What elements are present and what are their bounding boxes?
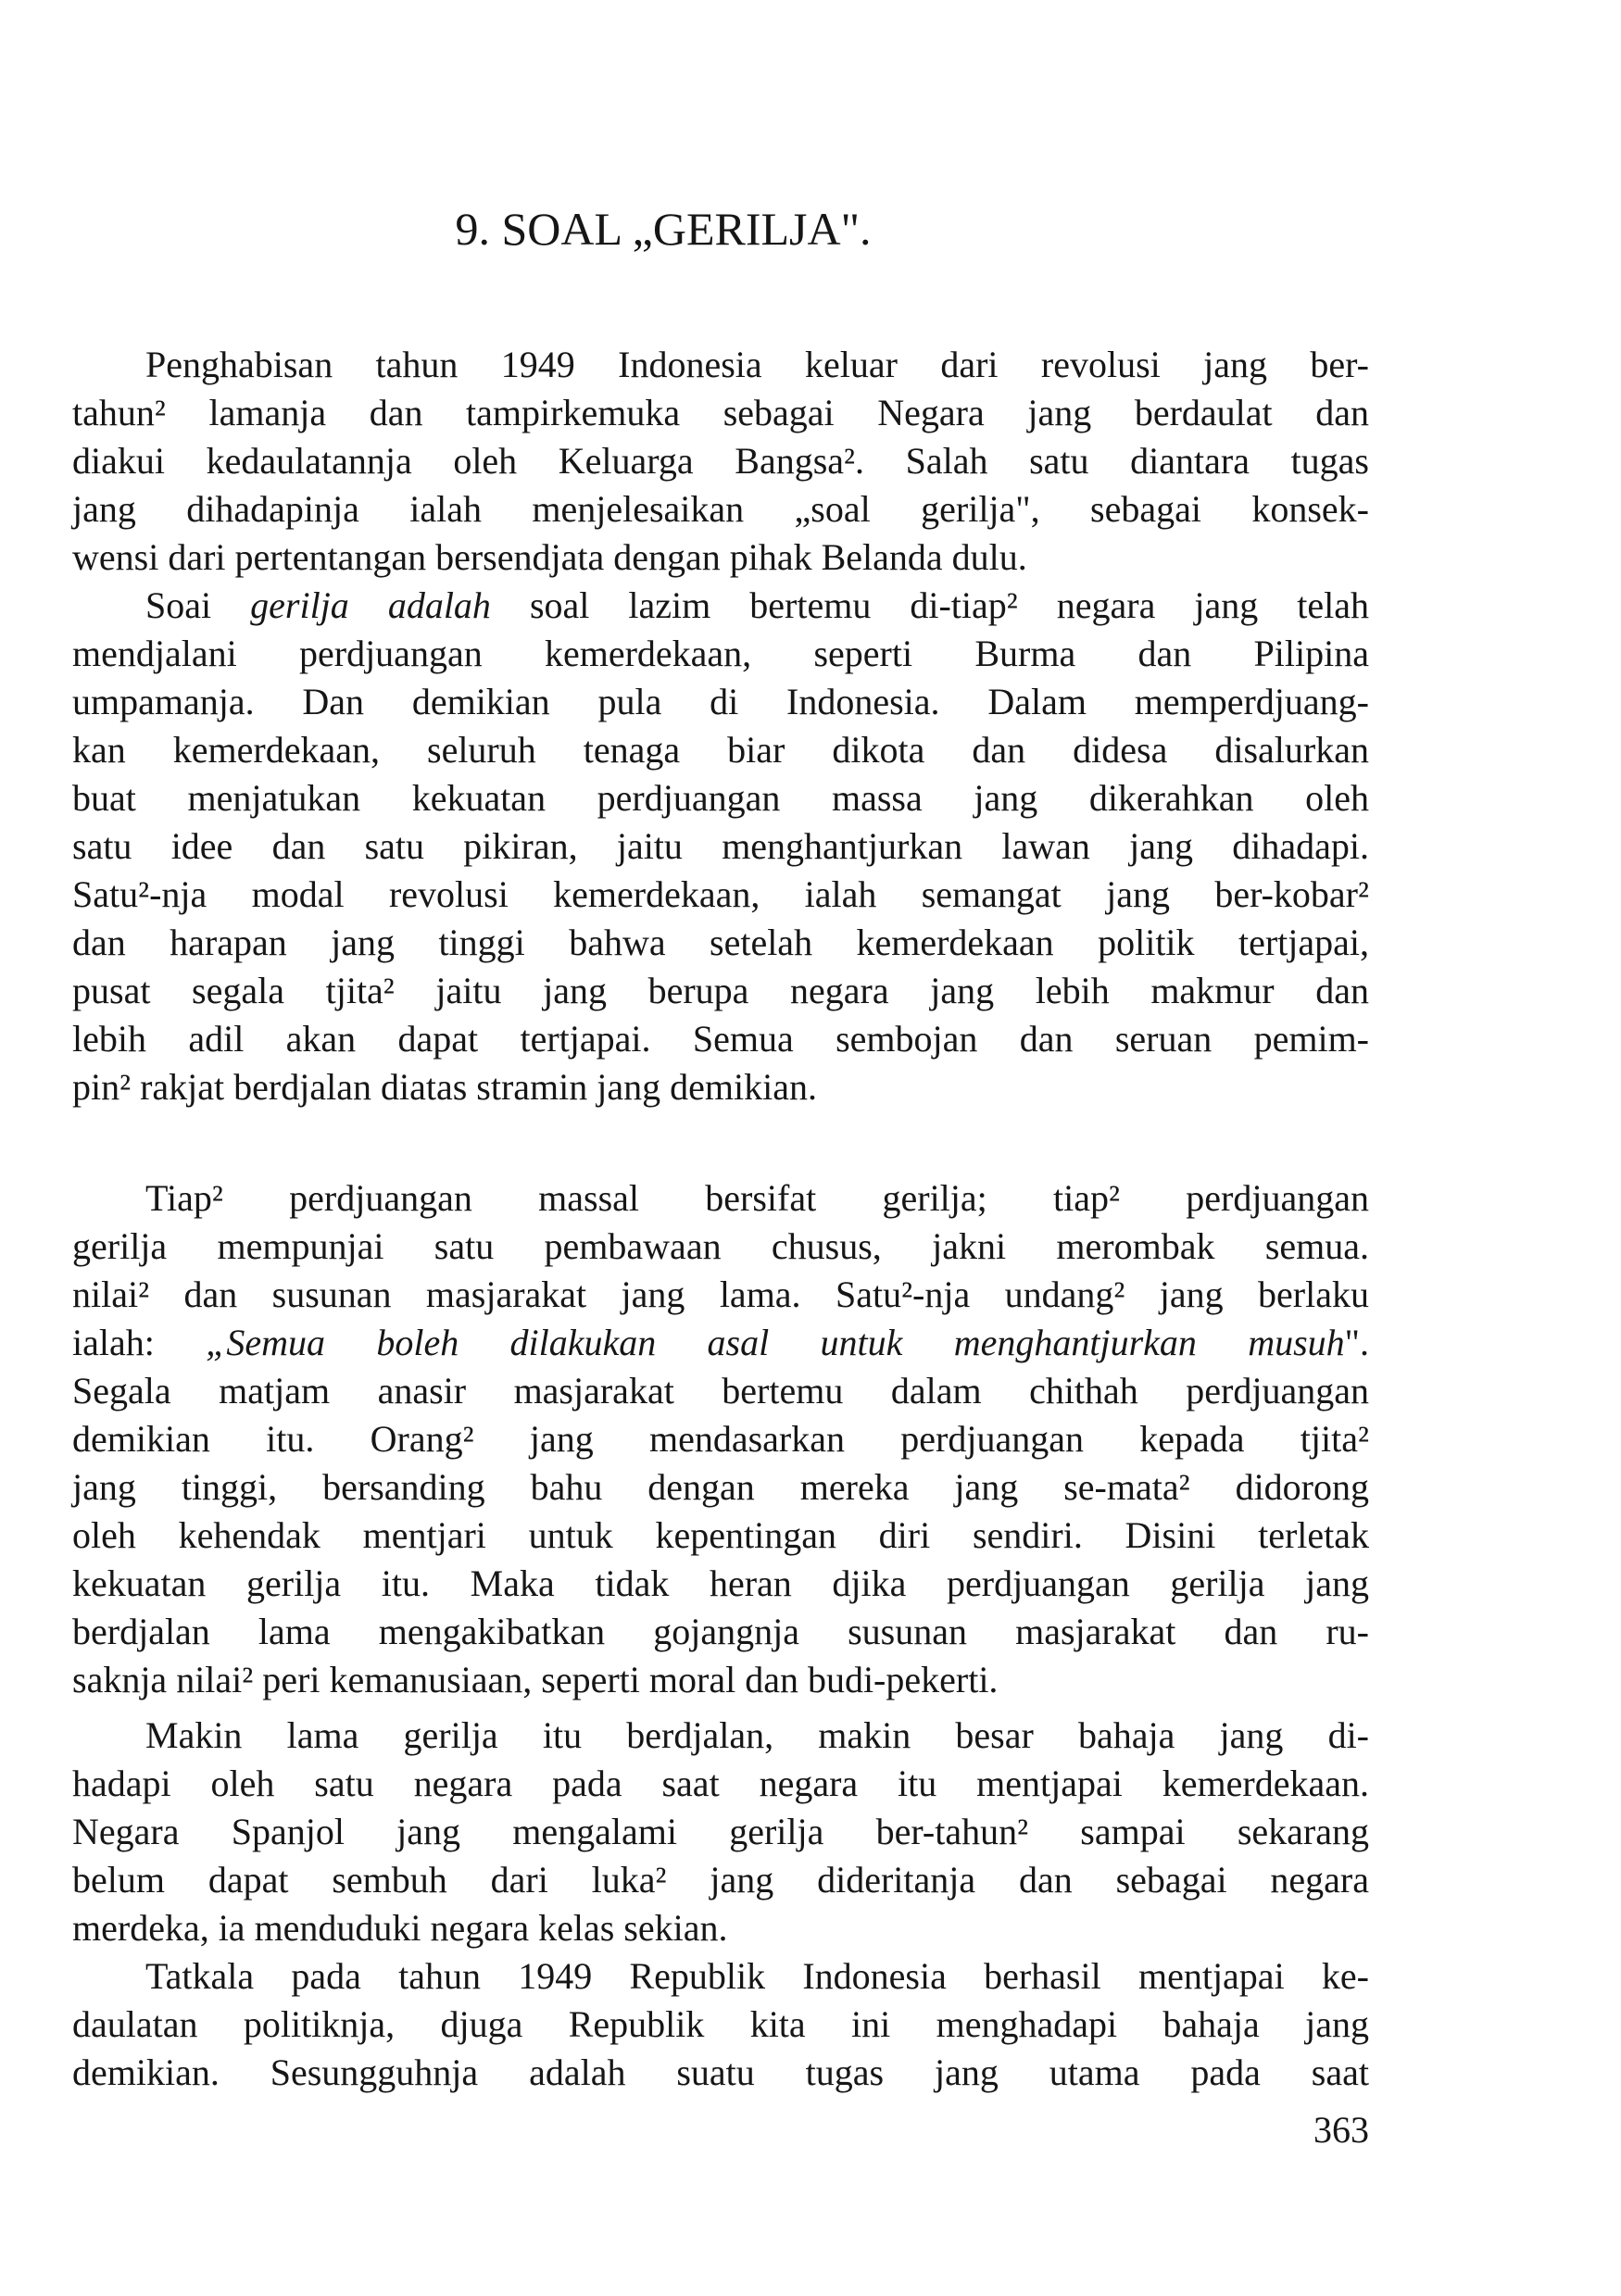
body-text (72, 341, 1369, 2097)
text-line (72, 533, 1369, 582)
text-run: Satu²-nja modal revolusi kemerdekaan, ialah semangat jang ber-kobar² (72, 873, 1369, 915)
text-run: oleh kehendak mentjari untuk kepentingan diri sendiri. Disini terletak (72, 1514, 1369, 1556)
text-line (72, 678, 1369, 726)
text-run: Soai (145, 584, 251, 626)
text-run: pin² rakjat berdjalan diatas stramin jang demikian. (72, 1066, 817, 1108)
text-line (72, 1656, 1369, 1704)
text-line (72, 1560, 1369, 1608)
text-line (72, 2049, 1369, 2097)
text-line (72, 774, 1369, 822)
text-line (72, 1319, 1369, 1367)
text-line (72, 1608, 1369, 1656)
text-run: berdjalan lama mengakibatkan gojangnja susunan masjarakat dan ru- (72, 1611, 1369, 1652)
italic-text-run: „Semua boleh dilakukan asal untuk menghantjurkan musuh (206, 1322, 1345, 1363)
text-line (72, 582, 1369, 630)
text-run: pusat segala tjita² jaitu jang berupa negara jang lebih makmur dan (72, 970, 1369, 1011)
text-line (72, 967, 1369, 1015)
text-line (72, 1271, 1369, 1319)
paragraph (72, 1712, 1369, 1952)
text-line (72, 1856, 1369, 1904)
text-run: Segala matjam anasir masjarakat bertemu dalam chithah perdjuangan (72, 1370, 1369, 1411)
text-run: lebih adil akan dapat tertjapai. Semua sembojan dan seruan pemim- (72, 1018, 1369, 1060)
text-run: hadapi oleh satu negara pada saat negara itu mentjapai kemerdekaan. (72, 1763, 1369, 1804)
page-title: 9. SOAL „GERILJA". (455, 203, 872, 255)
text-line (72, 389, 1369, 437)
text-line (72, 1415, 1369, 1463)
text-run: saknja nilai² peri kemanusiaan, seperti moral dan budi-pekerti. (72, 1659, 999, 1700)
text-run: Makin lama gerilja itu berdjalan, makin besar bahaja jang di- (145, 1714, 1369, 1756)
text-run: umpamanja. Dan demikian pula di Indonesia. Dalam memperdjuang- (72, 681, 1369, 722)
text-line (72, 485, 1369, 533)
paragraph (72, 341, 1369, 582)
text-line (72, 1512, 1369, 1560)
text-line (72, 919, 1369, 967)
text-line (72, 822, 1369, 871)
text-run: daulatan politiknja, djuga Republik kita ini menghadapi bahaja jang (72, 2003, 1369, 2045)
text-run: mendjalani perdjuangan kemerdekaan, seperti Burma dan Pilipina (72, 633, 1369, 674)
text-run: wensi dari pertentangan bersendjata dengan pihak Belanda dulu. (72, 536, 1027, 578)
text-run: dan harapan jang tinggi bahwa setelah kemerdekaan politik tertjapai, (72, 922, 1369, 963)
text-line (72, 1015, 1369, 1063)
paragraph (72, 582, 1369, 1111)
text-line (72, 1952, 1369, 2001)
text-run: satu idee dan satu pikiran, jaitu menghantjurkan lawan jang dihadapi. (72, 825, 1369, 867)
text-run: Tatkala pada tahun 1949 Republik Indonesia berhasil mentjapai ke- (145, 1955, 1369, 1997)
text-run: merdeka, ia menduduki negara kelas sekian. (72, 1907, 728, 1949)
text-line (72, 1904, 1369, 1952)
paragraph (72, 1174, 1369, 1704)
text-line (72, 726, 1369, 774)
page-number: 363 (1313, 2109, 1369, 2151)
text-run: diakui kedaulatannja oleh Keluarga Bangsa². Salah satu diantara tugas (72, 440, 1369, 482)
text-run: Penghabisan tahun 1949 Indonesia keluar dari revolusi jang ber- (145, 344, 1369, 385)
text-run: jang tinggi, bersanding bahu dengan mereka jang se-mata² didorong (72, 1466, 1369, 1508)
text-run: kekuatan gerilja itu. Maka tidak heran djika perdjuangan gerilja jang (72, 1562, 1369, 1604)
text-line (72, 1063, 1369, 1111)
text-run: gerilja mempunjai satu pembawaan chusus, jakni merombak semua. (72, 1225, 1369, 1267)
text-line (72, 1712, 1369, 1760)
text-run: ialah: (72, 1322, 207, 1363)
text-line (72, 1463, 1369, 1512)
text-run: demikian. Sesungguhnja adalah suatu tugas jang utama pada saat (72, 2051, 1369, 2093)
text-run: soal lazim bertemu di-tiap² negara jang telah (490, 584, 1369, 626)
italic-text-run: gerilja adalah (250, 584, 491, 626)
text-line (72, 1223, 1369, 1271)
paragraph (72, 1952, 1369, 2097)
text-run: Negara Spanjol jang mengalami gerilja ber-tahun² sampai sekarang (72, 1811, 1369, 1852)
text-run: demikian itu. Orang² jang mendasarkan perdjuangan kepada tjita² (72, 1418, 1369, 1460)
text-run: nilai² dan susunan masjarakat jang lama. Satu²-nja undang² jang berlaku (72, 1273, 1369, 1315)
text-line (72, 341, 1369, 389)
text-run: tahun² lamanja dan tampirkemuka sebagai Negara jang berdaulat dan (72, 392, 1369, 433)
text-run: buat menjatukan kekuatan perdjuangan massa jang dikerahkan oleh (72, 777, 1369, 819)
text-line (72, 1808, 1369, 1856)
text-line (72, 630, 1369, 678)
text-line (72, 1760, 1369, 1808)
text-line (72, 437, 1369, 485)
text-line (72, 2001, 1369, 2049)
text-line (72, 1174, 1369, 1223)
text-line (72, 1367, 1369, 1415)
text-run: jang dihadapinja ialah menjelesaikan „soal gerilja", sebagai konsek- (72, 488, 1369, 530)
text-run: Tiap² perdjuangan massal bersifat gerilja; tiap² perdjuangan (145, 1177, 1369, 1219)
text-line (72, 871, 1369, 919)
text-run: belum dapat sembuh dari luka² jang dideritanja dan sebagai negara (72, 1859, 1369, 1901)
text-run: ". (1344, 1322, 1369, 1363)
text-run: kan kemerdekaan, seluruh tenaga biar dikota dan didesa disalurkan (72, 729, 1369, 771)
